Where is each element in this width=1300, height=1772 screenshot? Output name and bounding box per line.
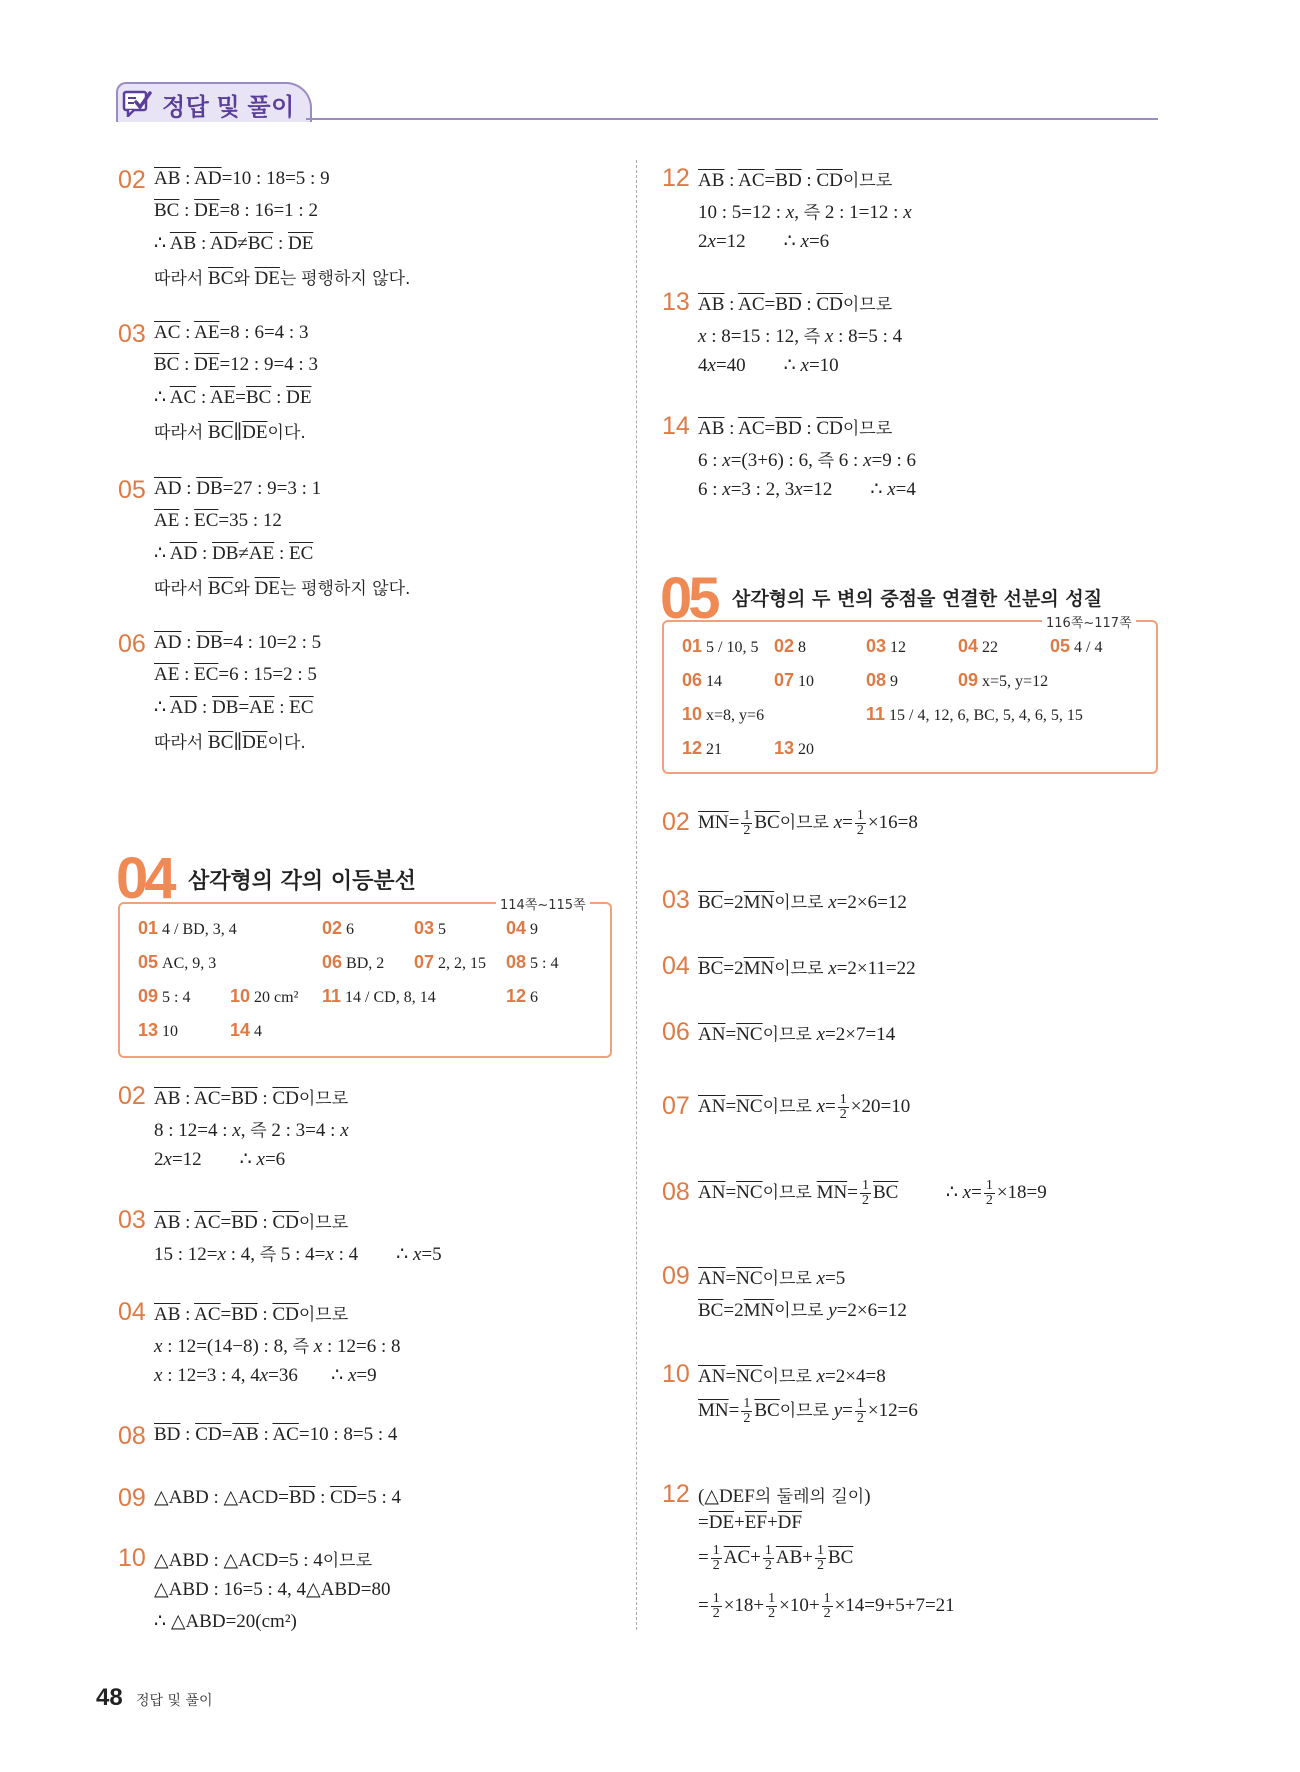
problem-number: 14 bbox=[662, 412, 690, 440]
answer-04-01: 01 4 / BD, 3, 4 bbox=[138, 918, 237, 938]
answer-04-07: 07 2, 2, 15 bbox=[414, 952, 487, 972]
problem-number: 07 bbox=[662, 1092, 690, 1120]
answer-05-09: 09 x=5, y=12 bbox=[958, 670, 1049, 690]
problem-number: 03 bbox=[662, 886, 690, 914]
problem-number: 06 bbox=[662, 1018, 690, 1046]
problem-number: 09 bbox=[662, 1262, 690, 1290]
answer-05-10: 10 x=8, y=6 bbox=[682, 704, 765, 724]
answer-05-11: 11 15 / 4, 12, 6, BC, 5, 4, 6, 5, 15 bbox=[866, 704, 1083, 724]
answer-05-04: 04 22 bbox=[958, 636, 999, 656]
answer-04-06: 06 BD, 2 bbox=[322, 952, 385, 972]
answer-04-04: 04 9 bbox=[506, 918, 539, 938]
answer-05-01: 01 5 / 10, 5 bbox=[682, 636, 759, 656]
problem-number: 12 bbox=[662, 1480, 690, 1508]
problem-number: 05 bbox=[118, 476, 146, 504]
section-title: 삼각형의 각의 이등분선 bbox=[188, 869, 416, 894]
section-pages: 116쪽~117쪽 bbox=[1042, 612, 1136, 631]
answer-04-14: 14 4 bbox=[230, 1020, 263, 1040]
answer-05-06: 06 14 bbox=[682, 670, 723, 690]
answer-05-12: 12 21 bbox=[682, 738, 723, 758]
page-header bbox=[116, 82, 1158, 122]
answer-05-07: 07 10 bbox=[774, 670, 815, 690]
answer-05-05: 05 4 / 4 bbox=[1050, 636, 1103, 656]
answer-04-13: 13 10 bbox=[138, 1020, 179, 1040]
problem-number: 12 bbox=[662, 164, 690, 192]
answer-04-09: 09 5 : 4 bbox=[138, 986, 191, 1006]
problem-number: 02 bbox=[118, 1082, 146, 1110]
answer-05-13: 13 20 bbox=[774, 738, 815, 758]
problem-number: 06 bbox=[118, 630, 146, 658]
answer-05-03: 03 12 bbox=[866, 636, 907, 656]
answer-04-12: 12 6 bbox=[506, 986, 539, 1006]
problem-number: 08 bbox=[662, 1178, 690, 1206]
answer-04-02: 02 6 bbox=[322, 918, 355, 938]
column-divider bbox=[636, 160, 637, 1630]
answer-04-11: 11 14 / CD, 8, 14 bbox=[322, 986, 436, 1006]
answer-04-10: 10 20 cm² bbox=[230, 986, 299, 1006]
answer-04-03: 03 5 bbox=[414, 918, 447, 938]
problem-number: 13 bbox=[662, 288, 690, 316]
problem-number: 02 bbox=[662, 808, 690, 836]
problem-number: 03 bbox=[118, 1206, 146, 1234]
answer-04-08: 08 5 : 4 bbox=[506, 952, 559, 972]
problem-number: 10 bbox=[662, 1360, 690, 1388]
section-pages: 114쪽~115쪽 bbox=[496, 894, 590, 913]
problem-number: 10 bbox=[118, 1544, 146, 1572]
section-title: 삼각형의 두 변의 중점을 연결한 선분의 성질 bbox=[732, 588, 1103, 610]
footer-label: 정답 및 풀이 bbox=[136, 1693, 213, 1709]
section-number: 04 bbox=[116, 846, 173, 911]
header-title: 정답 및 풀이 bbox=[162, 94, 295, 121]
checklist-icon bbox=[122, 89, 152, 117]
problem-number: 04 bbox=[118, 1298, 146, 1326]
section-number: 05 bbox=[660, 566, 717, 631]
page-number: 48 bbox=[96, 1684, 123, 1711]
answer-04-05: 05 AC, 9, 3 bbox=[138, 952, 217, 972]
problem-number: 02 bbox=[118, 166, 146, 194]
answer-05-02: 02 8 bbox=[774, 636, 807, 656]
problem-number: 08 bbox=[118, 1422, 146, 1450]
problem-number: 04 bbox=[662, 952, 690, 980]
answer-05-08: 08 9 bbox=[866, 670, 899, 690]
problem-number: 09 bbox=[118, 1484, 146, 1512]
problem-number: 03 bbox=[118, 320, 146, 348]
header-rule bbox=[306, 118, 1158, 120]
